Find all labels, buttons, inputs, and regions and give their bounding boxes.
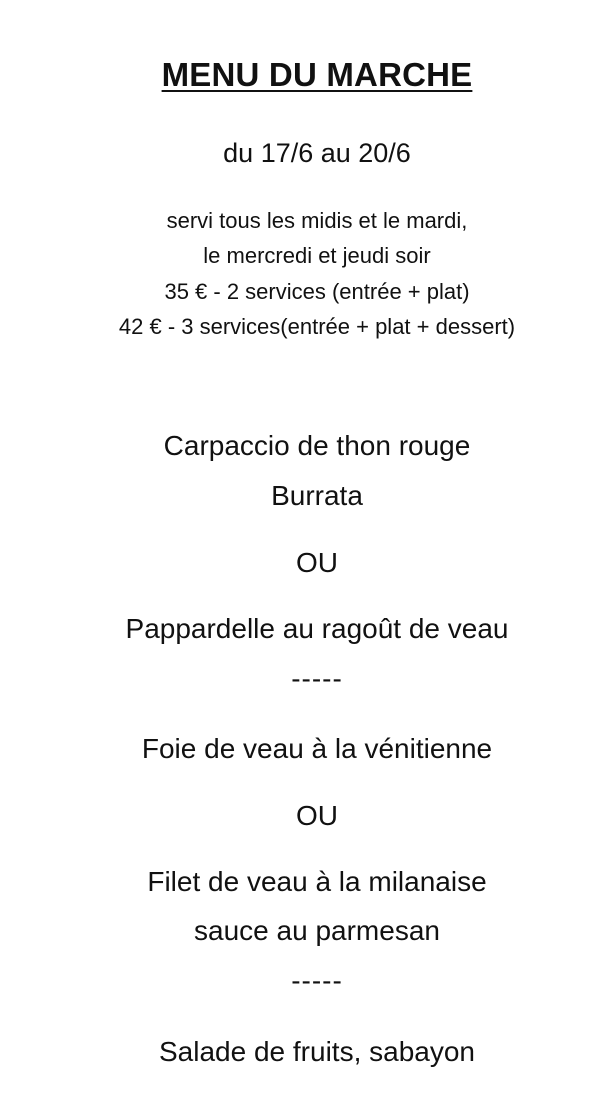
starter-carpaccio: Carpaccio de thon rouge xyxy=(163,430,471,461)
main-filet-sauce: sauce au parmesan xyxy=(194,915,440,946)
service-info-line: le mercredi et jeudi soir xyxy=(203,243,431,268)
or-separator-mains: OU xyxy=(296,800,338,831)
course-separator: ----- xyxy=(291,965,343,996)
menu-title: MENU DU MARCHE xyxy=(161,56,473,93)
service-info-line: servi tous les midis et le mardi, xyxy=(166,208,468,233)
main-filet-de-veau: Filet de veau à la milanaise xyxy=(147,866,487,897)
main-foie-de-veau: Foie de veau à la vénitienne xyxy=(141,733,493,764)
price-two-courses: 35 € - 2 services (entrée + plat) xyxy=(164,279,470,304)
starter-pappardelle: Pappardelle au ragoût de veau xyxy=(125,613,509,644)
or-separator-starters: OU xyxy=(296,547,338,578)
dessert-fruit-salad: Salade de fruits, sabayon xyxy=(159,1036,475,1067)
menu-dates: du 17/6 au 20/6 xyxy=(223,138,411,168)
starter-burrata: Burrata xyxy=(271,480,363,511)
price-three-courses: 42 € - 3 services(entrée + plat + dessert) xyxy=(118,314,516,339)
course-separator: ----- xyxy=(291,663,343,694)
